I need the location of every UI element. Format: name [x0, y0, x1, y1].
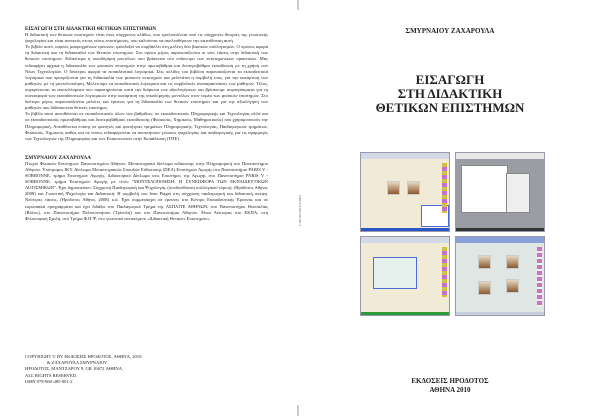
- author-heading: ΣΜΥΡΝΑΙΟΥ ΖΑΧΑΡΟΥΛΑ: [25, 154, 91, 161]
- spine-mark: [297, 405, 299, 416]
- description-paragraph: Το βιβλίο αυτό απευθύνεται σε εκπαιδευτικούς όλων των βαθμίδων, σε εκπαιδευτικούς Πληροφορικής και Τεχνολογίας αλλά και σε εκπαιδευτικούς πρωτοβάθμιας και δευτεροβάθμιας εκπαίδευσης (Φυσικούς, Χημικούς, Μαθηματικούς) που χρησιμοποιούν την Πληροφορική. Απευθύνεται επίσης σε φοιτητές και φοιτήτριες τμημάτων Πληροφορικής, Τεχνολογίας, Παιδαγωγικών τμημάτων, Φυσικούς, Χημικούς καθώς και σε όσους ενδιαφέρονται να αποκτήσουν γνώσεις ψυχολογίας και παιδαγωγικής για τις εφαρμογές των Τεχνολογιών της Πληροφορίας και των Επικοινωνιών στην Εκπαίδευση (ΤΠΕ).: [25, 111, 268, 141]
- screenshot-modelling-software: [360, 152, 450, 232]
- book-heading: ΕΙΣΑΓΩΓΗ ΣΤΗ ΔΙΔΑΚΤΙΚΗ ΘΕΤΙΚΩΝ ΕΠΙΣΤΗΜΩΝ: [25, 26, 157, 32]
- publication-place-year: ΑΘΗΝΑ 2010: [429, 386, 471, 394]
- publisher-name: ΕΚΔΟΣΕΙΣ ΗΡΟΔΟΤΟΣ: [411, 377, 489, 385]
- description-paragraph: Το βιβλίο αυτό, καρπός μακροχρόνιων ερευνών, φιλοδοξεί να συμβάλλει στη μελέτη δύο βασικών συλλογισμών. Ο πρώτος αφορά τη διδακτική και τη διδασκαλία των θετικών επιστημών. Στο πρώτο μέρος παρουσιάζονται οι νέες τάσεις στην διδακτική των θετικών επιστημών. Ειδικότερα η οικοδόμηση μοντέλων που βρίσκεται στο επίκεντρο των επιστημονικών πρακτικών. Μας ενδιαφέρει αρχικά η διδασκαλία των φυσικών επιστημών στην πρωτοβάθμια και δευτεροβάθμια εκπαίδευση με τη χρήση των Νέων Τεχνολογιών. Ο δεύτερος αφορά τα εκπαιδευτικά λογισμικά. Στις σελίδες του βιβλίου παρουσιάζονται τα εκπαιδευτικά λογισμικά που προορίζονται για τη διδασκαλία των φυσικών επιστημών και μελετάται η συμβολή τους, για την κατάρτιση των μαθητών, με τη μοντελοποίηση. Μελετούμε τα εκπαιδευτικά λογισμικά και τις συμβολικές αναπαραστάσεις των μαθητών. Τέλος, συγκρίνονται τα αποτελέσματα που παρατηρούνται κατά την διάρκεια των αξιολογήσεων και βρίσκουμε συμπεράσματα για τη συνεισφορά των εκπαιδευτικών λογισμικών στην κατάρτιση της οικοδόμησης μοντέλων στον τομέα των φυσικών επιστημών. Στο δεύτερο μέρος παρουσιάζονται μελέτες και έρευνες για τη διδασκαλία των θετικών επιστημών και για την αξιολόγηση των μαθητών που διδάσκονται θετικές επιστήμες.: [25, 44, 268, 111]
- software-screenshots: [360, 152, 545, 316]
- copyright-line: & ΖΑΧΑΡΟΥΛΑ ΣΜΥΡΝΑΙΟΥ: [25, 360, 108, 366]
- copyright-block: [25, 354, 143, 385]
- publisher-address: ΗΡΟΔΟΤΟΣ, ΜΑΝΤΖΑΡΟΥ 9, GR 10672 ΑΘΗΝΑ.: [25, 366, 124, 372]
- copyright-line: COPYRIGHT © ΒΥ ΕΚΔΟΣΕΙΣ ΗΡΟΔΟΤΟΣ, ΑΘΗΝΑ, 2010.: [25, 354, 143, 359]
- title-line: ΘΕΤΙΚΩΝ ΕΠΙΣΤΗΜΩΝ: [375, 100, 525, 115]
- title-line: ΕΙΣΑΓΩΓΗ: [415, 72, 485, 87]
- spine-isbn: ISBN 978-960-485-001-2: [298, 195, 302, 227]
- title-line: ΣΤΗ ΔΙΔΑΚΤΙΚΗ: [397, 86, 503, 101]
- author-bio: Πτυχίο Φυσικών Επιστημών Πανεπιστημίου Αθηνών. Μεταπτυχιακό δίπλωμα ειδίκευσης στην Πληροφορική στο Πανεπιστήμιο Αθηνών. Υπότροφος ΙΚΥ. Δίπλωμα Μεταπτυχιακών Σπουδών Ειδίκευσης (DEA) Επιστημών Αγωγής στο Πανεπιστήμιο PARIS V - SORBONNE, τμήμα Επιστημών Αγωγής. Διδακτορικό Δίπλωμα στις Επιστήμες της Αγωγής στο Πανεπιστήμιο PARIS V - SORBONNE, τμήμα Επιστημών Αγωγής με τίτλο "ΜΟΝΤΕΛΟΠΟΙΗΣΗ: Η ΣΥΝΕΙΣΦΟΡΑ ΤΩΝ ΕΚΠΑΙΔΕΥΤΙΚΩΝ ΛΟΓΙΣΜΙΚΩΝ". Έχει δημοσιεύσει: Σύγχρονη Παιδαγωγική και Ψυχολογία, (συνδιεύθυνση συλλογικού τόμου), (Ηρόδοτος Αθήνα, 2008) και Γνωστική Ψυχολογία και Διδακτική: Η συμβολή του Jean Piaget στη σύγχρονη παιδαγωγική και διδακτική σκέψη. Νεότερες τάσεις, (Ηρόδοτος Αθήνα, 2008) κ.ά. Έχει συμμετάσχει σε έρευνες στο Κέντρο Εκπαιδευτικής Έρευνας και σε ευρωπαϊκά προγράμματα και έχει διδάξει στο Παιδαγωγικό Τμήμα της ΑΣΠΑΙΤΕ ΑΘΗΝΩΝ, στο Πανεπιστήμιο Θεσσαλίας (Βόλος), στο Πανεπιστήμιο Πελοποννήσου (Τρίπολη) και στο Πανεπιστήμιο Αθηνών. Είναι Λέκτορας στο ΕΚΠΑ, στη Φιλοσοφική Σχολή, στο Τμήμα Φ.Π.Ψ, στο γνωστικό αντικείμενο «Διδακτική Θετικών Επιστημών».: [25, 160, 268, 221]
- screenshot-model-network: [455, 236, 545, 316]
- front-author: ΣΜΥΡΝΑΙΟΥ ΖΑΧΑΡΟΥΛΑ: [405, 27, 495, 35]
- spine-mark: [297, 0, 299, 10]
- rights-line: ALL RIGHTS RESERVED.: [25, 372, 78, 378]
- description-paragraph: Η διδακτική των θετικών επιστημών είναι ένας σύγχρονος κλάδος, που εμπλουτίζεται από τις σύγχρονες θεωρίες της γνωστικής ψυχολογίας και είναι ανοικτός στους νέους επιστήμονες, που καλούνται να ακολουθήσουν την κατεύθυνση αυτή.: [25, 32, 268, 44]
- screenshot-graph-software: [455, 152, 545, 232]
- isbn: ISBN 978-960-485-001-2: [25, 378, 73, 384]
- screenshot-simulation-software: [360, 236, 450, 316]
- back-cover-text: [25, 26, 268, 222]
- front-title: [300, 73, 600, 115]
- publisher-block: [300, 377, 600, 395]
